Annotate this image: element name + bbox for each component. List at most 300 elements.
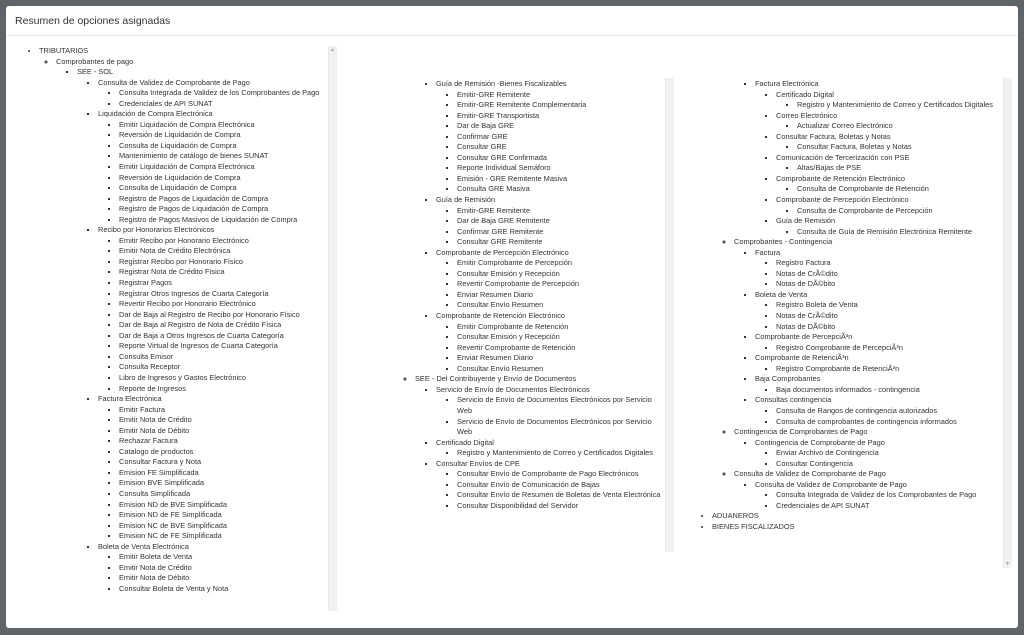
tree-item-label: Registro Comprobante de PercepciÃ³n [776, 342, 903, 352]
tree-item [457, 290, 663, 301]
tree-item-label: Servicio de Envío de Documentos Electrónicos [436, 384, 590, 394]
tree-item [119, 204, 327, 215]
tree-item-label: Consulta de Comprobante de Retención [797, 184, 929, 194]
tree-item-label: Liquidación de Compra Electrónica [98, 109, 213, 119]
tree-item-label: Recibo por Honorarios Electrónicos [98, 225, 215, 235]
tree-item [797, 227, 1004, 238]
tree-item [776, 490, 1004, 501]
options-tree [755, 258, 1004, 290]
tree-item-label: Consulta de Validez de Comprobante de Pago [755, 479, 907, 489]
tree-item-label: Consultar GRE Confirmada [457, 152, 547, 162]
tree-item [56, 57, 327, 595]
tree-item-label: Enviar Resumen Diario [457, 353, 533, 363]
tree-item [734, 427, 1004, 469]
tree-item [119, 130, 327, 141]
tree-item-label: Registro Boleta de Venta [776, 300, 858, 310]
tree-item-label: Consulta Receptor [119, 362, 181, 372]
tree-item [415, 79, 663, 374]
tree-item-label: Guía de Remisión [776, 216, 836, 226]
tree-item [457, 216, 663, 227]
tree-item [776, 322, 1004, 333]
tree-item-label: Certificado Digital [776, 89, 834, 99]
tree-item-label: Consultar GRE Remitente [457, 237, 543, 247]
tree-item [119, 162, 327, 173]
tree-item [776, 311, 1004, 322]
tree-item-label: Registrar Otros Ingresos de Cuarta Categoría [119, 288, 269, 298]
tree-item [415, 374, 663, 511]
tree-item [457, 142, 663, 153]
tree-item-label: Notas de DÃ©bito [776, 279, 836, 289]
tree-item [436, 248, 663, 311]
tree-item-label: Emisión - GRE Remitente Masiva [457, 173, 568, 183]
tree-item [734, 469, 1004, 511]
tree-item-label: Guía de Remisión -Bienes Fiscalizables [436, 79, 567, 88]
tree-item [776, 174, 1004, 195]
tree-item-label: Mantenimiento de catálogo de bienes SUNAT [119, 151, 269, 161]
tree-item-label: Consultar Factura, Boletas y Notas [797, 142, 912, 152]
tree-item [776, 269, 1004, 280]
tree-item [457, 111, 663, 122]
tree-item [436, 195, 663, 248]
options-tree [734, 248, 1004, 427]
tree-item-label: Emitir Comprobante de Retención [457, 321, 569, 331]
tree-item [457, 153, 663, 164]
tree-item [119, 320, 327, 331]
tree-item [776, 364, 1004, 375]
tree-item-label: Baja documentos informados - contingencia [776, 384, 920, 394]
tree-item [119, 278, 327, 289]
tree-item-label: SEE - Del Contribuyente y Envío de Documentos [415, 374, 577, 384]
tree-item [119, 151, 327, 162]
tree-item-label: Consultar Envíos de CPE [436, 458, 520, 468]
tree-item [457, 227, 663, 238]
tree-item-label: Servicio de Envío de Documentos Electrónicos por Servicio Web [457, 416, 652, 437]
tree-item [119, 384, 327, 395]
tree-item-label: Consulta de Validez de Comprobante de Pago [98, 77, 250, 87]
tree-item [457, 395, 663, 416]
options-column-2 [381, 79, 663, 551]
tree-item [457, 448, 663, 459]
tree-item-label: Boleta de Venta Electrónica [98, 541, 189, 551]
tree-item [436, 79, 663, 195]
tree-item-label: Emitir-GRE Remitente Complementaria [457, 100, 587, 110]
tree-item [119, 267, 327, 278]
tree-item-label: Emitir Nota de Débito [119, 425, 190, 435]
tree-item-label: Enviar Archivo de Contingencia [776, 448, 879, 458]
tree-item [119, 173, 327, 184]
tree-item-label: Emitir Comprobante de Percepción [457, 258, 573, 268]
tree-item [755, 290, 1004, 332]
tree-item [119, 468, 327, 479]
tree-item-label: Consulta Simplificada [119, 488, 191, 498]
tree-item [755, 480, 1004, 512]
tree-item [98, 394, 327, 542]
tree-item [457, 163, 663, 174]
tree-item-label: Confirmar GRE [457, 131, 508, 141]
tree-item-label: Comprobante de Percepción Electrónico [436, 247, 569, 257]
tree-item [119, 500, 327, 511]
tree-item [776, 343, 1004, 354]
tree-item [457, 174, 663, 185]
tree-item [457, 100, 663, 111]
tree-item [734, 237, 1004, 427]
tree-item-label: Consultar Envío Resumen [457, 363, 544, 373]
tree-item [457, 279, 663, 290]
tree-item [119, 289, 327, 300]
tree-item-label: Contingencia de Comprobantes de Pago [734, 427, 868, 437]
tree-item-label: Consultar Factura y Nota [119, 457, 202, 467]
options-tree [755, 448, 1004, 469]
tree-item [457, 121, 663, 132]
tree-item-label: Consulta de comprobantes de contingencia informados [776, 416, 957, 426]
tree-item [776, 195, 1004, 216]
tree-item-label: Registro Comprobante de RetenciÃ³n [776, 363, 900, 373]
tree-item [98, 542, 327, 595]
options-tree [436, 90, 663, 195]
tree-item-label: Consultar Envío de Comprobante de Pago Electrónicos [457, 469, 639, 479]
tree-item-label: Registrar Nota de Crédito Física [119, 267, 225, 277]
tree-item-label: Consultar Emisión y Recepción [457, 268, 560, 278]
tree-item-label: Comprobante de Retención Electrónico [776, 173, 906, 183]
tree-item [119, 141, 327, 152]
tree-item-label: Consultar Envío de Resumen de Boletas de Venta Electrónica [457, 490, 661, 500]
tree-item-label: Credenciales de API SUNAT [776, 500, 870, 510]
tree-item-label: Emitir Liquidación de Compra Electrónica [119, 162, 255, 172]
tree-item-label: Comprobante de Retención Electrónico [436, 311, 566, 321]
tree-item-label: Comprobantes - Contingencia [734, 237, 833, 247]
tree-item [797, 121, 1004, 132]
tree-item [755, 79, 1004, 237]
tree-item-label: Emitir Nota de Crédito [119, 415, 192, 425]
tree-item [398, 79, 663, 511]
tree-item [119, 563, 327, 574]
tree-item-label: Registrar Recibo por Honorario Físico [119, 256, 244, 266]
options-tree [98, 88, 327, 109]
tree-item [119, 310, 327, 321]
scroll-down-icon[interactable]: ▼ [1005, 561, 1010, 567]
tree-item-label: Revertir Recibo por Honorario Electrónico [119, 299, 256, 309]
tree-item [77, 67, 327, 594]
options-tree [776, 227, 1004, 238]
tree-item [776, 300, 1004, 311]
tree-item [712, 511, 1004, 522]
tree-item [119, 415, 327, 426]
options-tree [776, 100, 1004, 111]
tree-item [776, 279, 1004, 290]
tree-item [776, 459, 1004, 470]
options-tree [755, 364, 1004, 375]
tree-item-label: Consultar Envío de Comunicación de Bajas [457, 479, 600, 489]
tree-item-label: Consultar Contingencia [776, 458, 853, 468]
tree-item [119, 88, 327, 99]
options-tree [39, 57, 327, 595]
tree-item-label: Comprobante de RetenciÃ³n [755, 353, 849, 363]
tree-item [436, 438, 663, 459]
tree-item-label: Emitir-GRE Remitente [457, 205, 531, 215]
tree-item-label: Registro de Pagos de Liquidación de Compra [119, 204, 269, 214]
tree-item [119, 99, 327, 110]
tree-item [755, 438, 1004, 470]
tree-item-label: Altas/Bajas de PSE [797, 163, 862, 173]
tree-item-label: Consulta de Rangos de contingencia autorizados [776, 405, 938, 415]
tree-item [776, 111, 1004, 132]
tree-item-label: Emision FE Simplificada [119, 467, 199, 477]
tree-item-label: Emitir-GRE Remitente [457, 89, 531, 99]
tree-item-label: Libro de Ingresos y Gastos Electrónico [119, 372, 246, 382]
tree-item-label: Consulta GRE Masiva [457, 184, 530, 194]
tree-item [436, 459, 663, 512]
tree-item-label: Emitir Nota de Crédito [119, 562, 192, 572]
tree-item-label: Notas de DÃ©bito [776, 321, 836, 331]
options-tree [415, 79, 663, 374]
tree-item-label: Consultar Boleta de Venta y Nota [119, 583, 229, 593]
options-tree [755, 90, 1004, 238]
options-tree [717, 79, 1004, 511]
tree-item [755, 248, 1004, 290]
options-tree [755, 490, 1004, 511]
options-tree [436, 206, 663, 248]
tree-item-label: Reporte Virtual de Ingresos de Cuarta Categoría [119, 341, 278, 351]
tree-item [776, 406, 1004, 417]
tree-item [457, 237, 663, 248]
options-tree [398, 79, 663, 511]
tree-item [119, 436, 327, 447]
tree-item-label: Consulta Integrada de Validez de los Comprobantes de Pago [119, 88, 320, 98]
tree-item [797, 163, 1004, 174]
tree-item [119, 236, 327, 247]
tree-item-label: Emitir-GRE Transportista [457, 110, 540, 120]
tree-item-label: Consulta Integrada de Validez de los Comprobantes de Pago [776, 490, 977, 500]
tree-item [776, 258, 1004, 269]
tree-item [119, 194, 327, 205]
tree-item-label: Comprobantes de pago [56, 56, 134, 66]
options-tree [755, 343, 1004, 354]
tree-item [797, 100, 1004, 111]
tree-item [119, 457, 327, 468]
tree-item [119, 573, 327, 584]
tree-item-label: Credenciales de API SUNAT [119, 98, 213, 108]
tree-item-label: Consulta de Guía de Remisión Electrónica Remitente [797, 226, 973, 236]
tree-item-label: Baja Comprobantes [755, 374, 821, 384]
tree-item-label: Registro de Pagos Masivos de Liquidación de Compra [119, 214, 298, 224]
scroll-up-icon[interactable]: ▲ [330, 47, 335, 53]
options-tree [776, 184, 1004, 195]
tree-item-label: Emitir Boleta de Venta [119, 552, 193, 562]
options-tree [77, 78, 327, 595]
tree-item [457, 469, 663, 480]
tree-item [119, 510, 327, 521]
tree-item-label: Dar de Baja GRE Remitente [457, 216, 550, 226]
tree-item [457, 480, 663, 491]
tree-item [457, 300, 663, 311]
scrollbar[interactable] [665, 78, 674, 552]
options-tree [381, 79, 663, 511]
tree-item [717, 79, 1004, 511]
tree-item-label: Registro y Mantenimiento de Correo y Certificados Digitales [797, 100, 993, 110]
tree-item [457, 184, 663, 195]
tree-item [457, 322, 663, 333]
tree-item [755, 395, 1004, 427]
tree-item-label: Servicio de Envío de Documentos Electrónicos por Servicio Web [457, 395, 652, 415]
options-tree [700, 79, 1004, 533]
tree-item-label: Emitir Recibo por Honorario Electrónico [119, 235, 249, 245]
tree-item-label: Contingencia de Comprobante de Pago [755, 437, 885, 447]
tree-item [457, 490, 663, 501]
tree-item [755, 353, 1004, 374]
options-tree [9, 46, 327, 594]
tree-item-label: Emitir Nota de Crédito Electrónica [119, 246, 231, 256]
tree-item [457, 206, 663, 217]
scrollbar[interactable] [328, 46, 337, 611]
options-tree [734, 438, 1004, 470]
tree-item [98, 109, 327, 225]
tree-item-label: Guía de Remisión [436, 195, 496, 205]
tree-item-label: Registro de Pagos de Liquidación de Compra [119, 193, 269, 203]
tree-item [119, 215, 327, 226]
tree-item-label: Rechazar Factura [119, 436, 178, 446]
tree-item [119, 531, 327, 542]
tree-item [436, 385, 663, 438]
tree-item-label: Reporte Individual Semáforo [457, 163, 551, 173]
tree-item [776, 501, 1004, 512]
tree-item-label: Dar de Baja a Otros Ingresos de Cuarta Categoría [119, 330, 284, 340]
tree-item [755, 332, 1004, 353]
options-tree [776, 206, 1004, 217]
tree-item [776, 90, 1004, 111]
scrollbar[interactable] [1003, 78, 1012, 568]
tree-item [98, 225, 327, 394]
options-tree [776, 163, 1004, 174]
tree-item-label: Emision ND de BVE Simplificada [119, 499, 228, 509]
options-tree [436, 395, 663, 437]
options-tree [436, 322, 663, 375]
tree-item [119, 362, 327, 373]
tree-item [98, 78, 327, 110]
tree-item-label: TRIBUTARIOS [39, 46, 89, 55]
options-tree [436, 448, 663, 459]
tree-item-label: Confirmar GRE Remitente [457, 226, 544, 236]
tree-item-label: Emision ND de FE Simplificada [119, 510, 222, 520]
tree-item-label: Comprobante de Percepción Electrónico [776, 195, 909, 205]
tree-item [119, 426, 327, 437]
tree-item [119, 352, 327, 363]
tree-item-label: Comunicación de Tercerización con PSE [776, 152, 910, 162]
tree-item-label: Reversión de Liquidación de Compra [119, 172, 241, 182]
tree-item-label: Reporte de Ingresos [119, 383, 186, 393]
tree-item-label: ADUANEROS [712, 511, 759, 521]
tree-item-label: Consulta de Liquidación de Compra [119, 140, 237, 150]
tree-item [797, 184, 1004, 195]
tree-item-label: Reversión de Liquidación de Compra [119, 130, 241, 140]
tree-item-label: Factura [755, 247, 781, 257]
tree-item-label: Comprobante de PercepciÃ³n [755, 332, 853, 342]
tree-item [119, 521, 327, 532]
options-tree [755, 406, 1004, 427]
options-tree [436, 469, 663, 511]
tree-item [797, 206, 1004, 217]
tree-item [39, 46, 327, 594]
tree-item [797, 142, 1004, 153]
tree-item [119, 120, 327, 131]
tree-item-label: Consultar Disponibilidad del Servidor [457, 500, 579, 510]
tree-item [755, 374, 1004, 395]
tree-item [457, 90, 663, 101]
options-tree [98, 236, 327, 394]
tree-item [119, 299, 327, 310]
tree-item [436, 311, 663, 374]
tree-item-label: Consultas contingencia [755, 395, 832, 405]
assigned-options-modal [6, 6, 1018, 628]
tree-item-label: Revertir Comprobante de Percepción [457, 279, 580, 289]
tree-item-label: Emision NC de FE Simplificada [119, 531, 222, 541]
tree-item-label: Registro Factura [776, 258, 831, 268]
tree-item [457, 258, 663, 269]
options-tree [98, 120, 327, 225]
tree-item-label: Consulta Emisor [119, 351, 174, 361]
tree-item-label: Consultar GRE [457, 142, 507, 152]
tree-item [776, 132, 1004, 153]
tree-item [457, 501, 663, 512]
tree-item [776, 448, 1004, 459]
tree-item [776, 385, 1004, 396]
tree-item-label: Emitir Liquidación de Compra Electrónica [119, 119, 255, 129]
options-tree [755, 300, 1004, 332]
tree-item [119, 478, 327, 489]
tree-item-label: SEE - SOL [77, 67, 114, 77]
tree-item-label: Consulta de Comprobante de Percepción [797, 205, 933, 215]
tree-item [457, 332, 663, 343]
tree-item-label: Consultar Factura, Boletas y Notas [776, 131, 891, 141]
tree-item-label: Actualizar Correo Electrónico [797, 121, 893, 131]
tree-item [119, 447, 327, 458]
tree-item [119, 257, 327, 268]
tree-item-label: Emision NC de BVE Simplificada [119, 520, 228, 530]
tree-item [776, 153, 1004, 174]
options-tree [755, 385, 1004, 396]
tree-item-label: Dar de Baja al Registro de Recibo por Honorario Físico [119, 309, 300, 319]
tree-item [457, 132, 663, 143]
tree-item [712, 522, 1004, 533]
tree-item-label: Registro y Mantenimiento de Correo y Certificados Digitales [457, 448, 653, 458]
options-tree [98, 405, 327, 542]
tree-item [119, 584, 327, 595]
options-column-3 [700, 79, 1004, 569]
tree-item-label: Enviar Resumen Diario [457, 289, 533, 299]
tree-item-label: Emision BVE Simplificada [119, 478, 205, 488]
tree-item [119, 183, 327, 194]
tree-item-label: Factura Electrónica [98, 394, 162, 404]
tree-item-label: Boleta de Venta [755, 289, 808, 299]
modal-header [6, 6, 1018, 36]
options-tree [734, 79, 1004, 237]
tree-item [457, 417, 663, 438]
modal-title: Resumen de opciones asignadas [15, 15, 171, 27]
tree-item-label: Consulta de Liquidación de Compra [119, 183, 237, 193]
options-tree [734, 480, 1004, 512]
tree-item-label: Notas de CrÃ©dito [776, 311, 838, 321]
tree-item [119, 331, 327, 342]
tree-item [119, 552, 327, 563]
tree-item-label: Catalogo de productos [119, 446, 194, 456]
tree-item [119, 405, 327, 416]
tree-item [119, 489, 327, 500]
tree-item-label: Registrar Pagos [119, 278, 172, 288]
tree-item [776, 216, 1004, 237]
tree-item [457, 269, 663, 280]
tree-item [119, 341, 327, 352]
options-column-1 [9, 46, 327, 611]
tree-item [457, 343, 663, 354]
